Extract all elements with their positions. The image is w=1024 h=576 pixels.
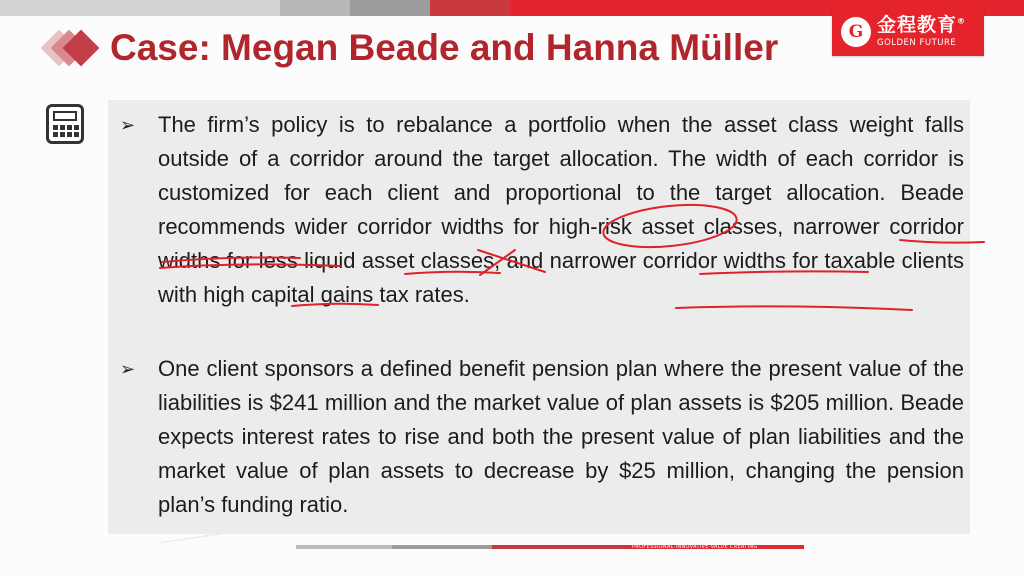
footer-line <box>492 545 628 549</box>
slide-title: Case: Megan Beade and Hanna Müller <box>110 27 779 68</box>
logo-mark-letter: G <box>848 22 864 42</box>
watermark: ........................ <box>160 527 222 545</box>
logo-chinese: 金程教育 <box>877 14 958 37</box>
top-bar-segment <box>280 0 350 16</box>
footer-line <box>296 545 392 549</box>
golden-future-logo <box>832 8 984 56</box>
top-bar-segment <box>0 0 280 16</box>
footer-line <box>392 545 492 549</box>
top-bar-segment <box>350 0 430 16</box>
bullet-item-2 <box>120 352 964 522</box>
title-diamond-icon <box>44 26 104 70</box>
logo-chinese-text <box>877 16 966 35</box>
logo-registered-mark: ® <box>957 16 967 26</box>
calculator-icon <box>46 104 84 144</box>
arrow-bullet-icon: ➢ <box>120 115 136 135</box>
bullet-text: One client sponsors a defined benefit pension plan where the present value of the liabilities is $241 million and the market value of plan assets is $205 million. Beade expects interest rates to rise and both the present value of plan liabilities and the market value of plan assets to decrease by $25 million, changing the pension plan’s funding ratio. <box>158 356 964 517</box>
arrow-bullet-icon: ➢ <box>120 359 136 379</box>
logo-english-text: GOLDEN FUTURE <box>877 38 957 49</box>
bullet-item-1 <box>120 108 964 312</box>
top-bar-segment <box>430 0 510 16</box>
footer-slogan: PROFESSIONAL·INNOVATIVE·VALUE CREATING <box>632 544 758 550</box>
bullet-text: The firm’s policy is to rebalance a portfolio when the asset class weight falls outside of a corridor around the target allocation. The width of each corridor is customized for each client and proportional to the target allocation. Beade recommends wider corridor widths for high-risk asset classes, narrower corridor widths for less liquid asset classes, and narrower corridor widths for taxable clients with high capital gains tax rates. <box>158 112 964 307</box>
logo-mark-icon <box>841 17 871 47</box>
